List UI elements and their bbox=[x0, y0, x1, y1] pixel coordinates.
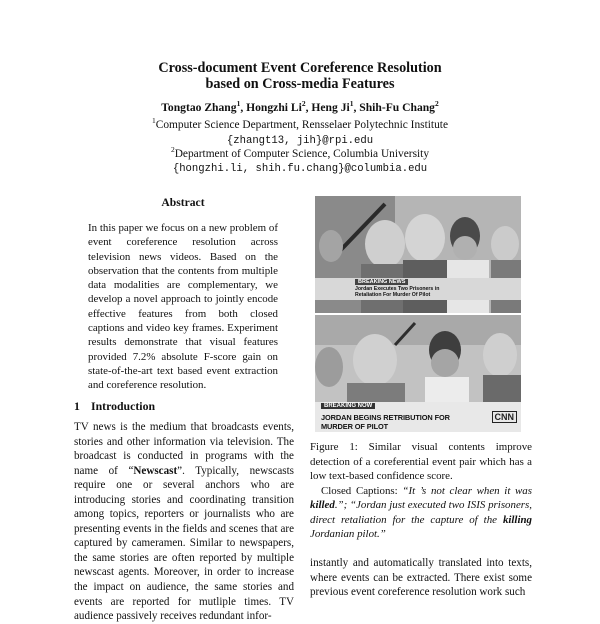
affiliation-name: Computer Science Department, Rensselaer Polytechnic Institute bbox=[155, 119, 449, 131]
affiliation-1-email: {zhangt13, jih}@rpi.edu bbox=[226, 135, 374, 147]
author-affiliation-mark: 1 bbox=[349, 99, 354, 109]
breaking-news-tag: BREAKING NEWS bbox=[355, 279, 408, 285]
author-list: Tongtao Zhang$^1$, Hongzhi Li$^2$, Heng Ji$^1$, Shih-Fu Chang$^2$ bbox=[161, 99, 439, 114]
news-banner bbox=[315, 402, 521, 432]
section-title: Introduction bbox=[91, 399, 156, 413]
author-name: Tongtao Zhang bbox=[161, 101, 237, 114]
title-line-2: based on Cross-media Features bbox=[205, 76, 395, 92]
video-frame-1 bbox=[315, 196, 521, 313]
author-name: Heng Ji bbox=[311, 101, 350, 114]
right-column-paragraph: instantly and automatically translated into texts, where events can be extracted. There exist some previous event coreference resolution work such bbox=[310, 557, 532, 598]
intro-text-part: ”. Typically, newscasts require one or several anchors who are introducing stories and coordinating transition among topics, reporters or journalists who are presenting events in the fields and scenes that are captured by cameramen. Similar to newspapers, the same stories are often reported by multiple newscast agents. Moreover, in order to increase the impact on audience, the same stories and events are reported for mutliple times. TV audience passively receives redundant infor- bbox=[74, 464, 294, 623]
abstract-body: In this paper we focus on a new problem of event coreference resolution across television news videos. Based on the observation that the contents from multiple data modalities are complementary, we develop a novel approach to jointly encode effective features from both closed captions and video key frames. Experiment results demonstrate that visual features provided 7.2% absolute F-score gain on state-of-the-art text based event extraction and coreference resolution. bbox=[88, 222, 278, 392]
affiliation-mark: 1 bbox=[151, 116, 156, 126]
breaking-now-tag: BREAKING NOW bbox=[321, 403, 375, 409]
closed-captions-label: Closed Captions: bbox=[321, 484, 403, 497]
affiliation-2 bbox=[0, 145, 600, 160]
affiliation-mark: 2 bbox=[170, 145, 175, 155]
caption-lead: Figure 1: Similar visual contents improve detection of a coreferential event pair which has a low text-based confidence score. bbox=[310, 441, 532, 482]
intro-text-part: TV news is the medium that broadcasts events, stories and other information via television. The broadcast is conducted in programs with the name of “ bbox=[74, 421, 294, 477]
banner-headline: JORDAN BEGINS RETRIBUTION FOR MURDER OF PILOT bbox=[321, 413, 450, 431]
cnn-logo: CNN bbox=[492, 411, 518, 423]
author-name: Shih-Fu Chang bbox=[359, 101, 435, 114]
quote-text: .”; bbox=[334, 499, 350, 511]
event-trigger-word: killing bbox=[502, 513, 532, 526]
news-banner bbox=[315, 278, 521, 300]
banner-headline: Jordan Executes Two Prisoners in Retaliation For Murder Of Pilot bbox=[355, 286, 440, 298]
author-affiliation-mark: 2 bbox=[301, 99, 306, 109]
affiliation-2-email: {hongzhi.li, shih.fu.chang}@columbia.edu bbox=[172, 163, 428, 175]
section-number: 1 bbox=[74, 399, 80, 413]
figure-caption bbox=[310, 440, 532, 542]
quote-text: Jordanian pilot.” bbox=[310, 528, 386, 540]
introduction-paragraph bbox=[74, 420, 294, 624]
video-frame-2 bbox=[315, 315, 521, 432]
author-affiliation-mark: 1 bbox=[236, 99, 241, 109]
title-line-1: Cross-document Event Coreference Resolution bbox=[158, 60, 442, 76]
intro-bold-term: Newscast bbox=[133, 464, 178, 477]
affiliation-1 bbox=[0, 116, 600, 131]
section-heading bbox=[74, 399, 155, 414]
quote-text: “Jordan just executed two ISIS prisoners, direct retaliation for the capture of the bbox=[310, 499, 532, 526]
affiliation-name: Department of Computer Science, Columbia University bbox=[174, 148, 430, 160]
author-name: Hongzhi Li bbox=[246, 101, 302, 114]
abstract-heading: Abstract bbox=[161, 196, 205, 209]
quote-text: “It ’s not clear when it was bbox=[402, 484, 532, 497]
author-affiliation-mark: 2 bbox=[434, 99, 439, 109]
event-trigger-word: killed bbox=[310, 499, 335, 511]
paper-title bbox=[0, 60, 600, 92]
